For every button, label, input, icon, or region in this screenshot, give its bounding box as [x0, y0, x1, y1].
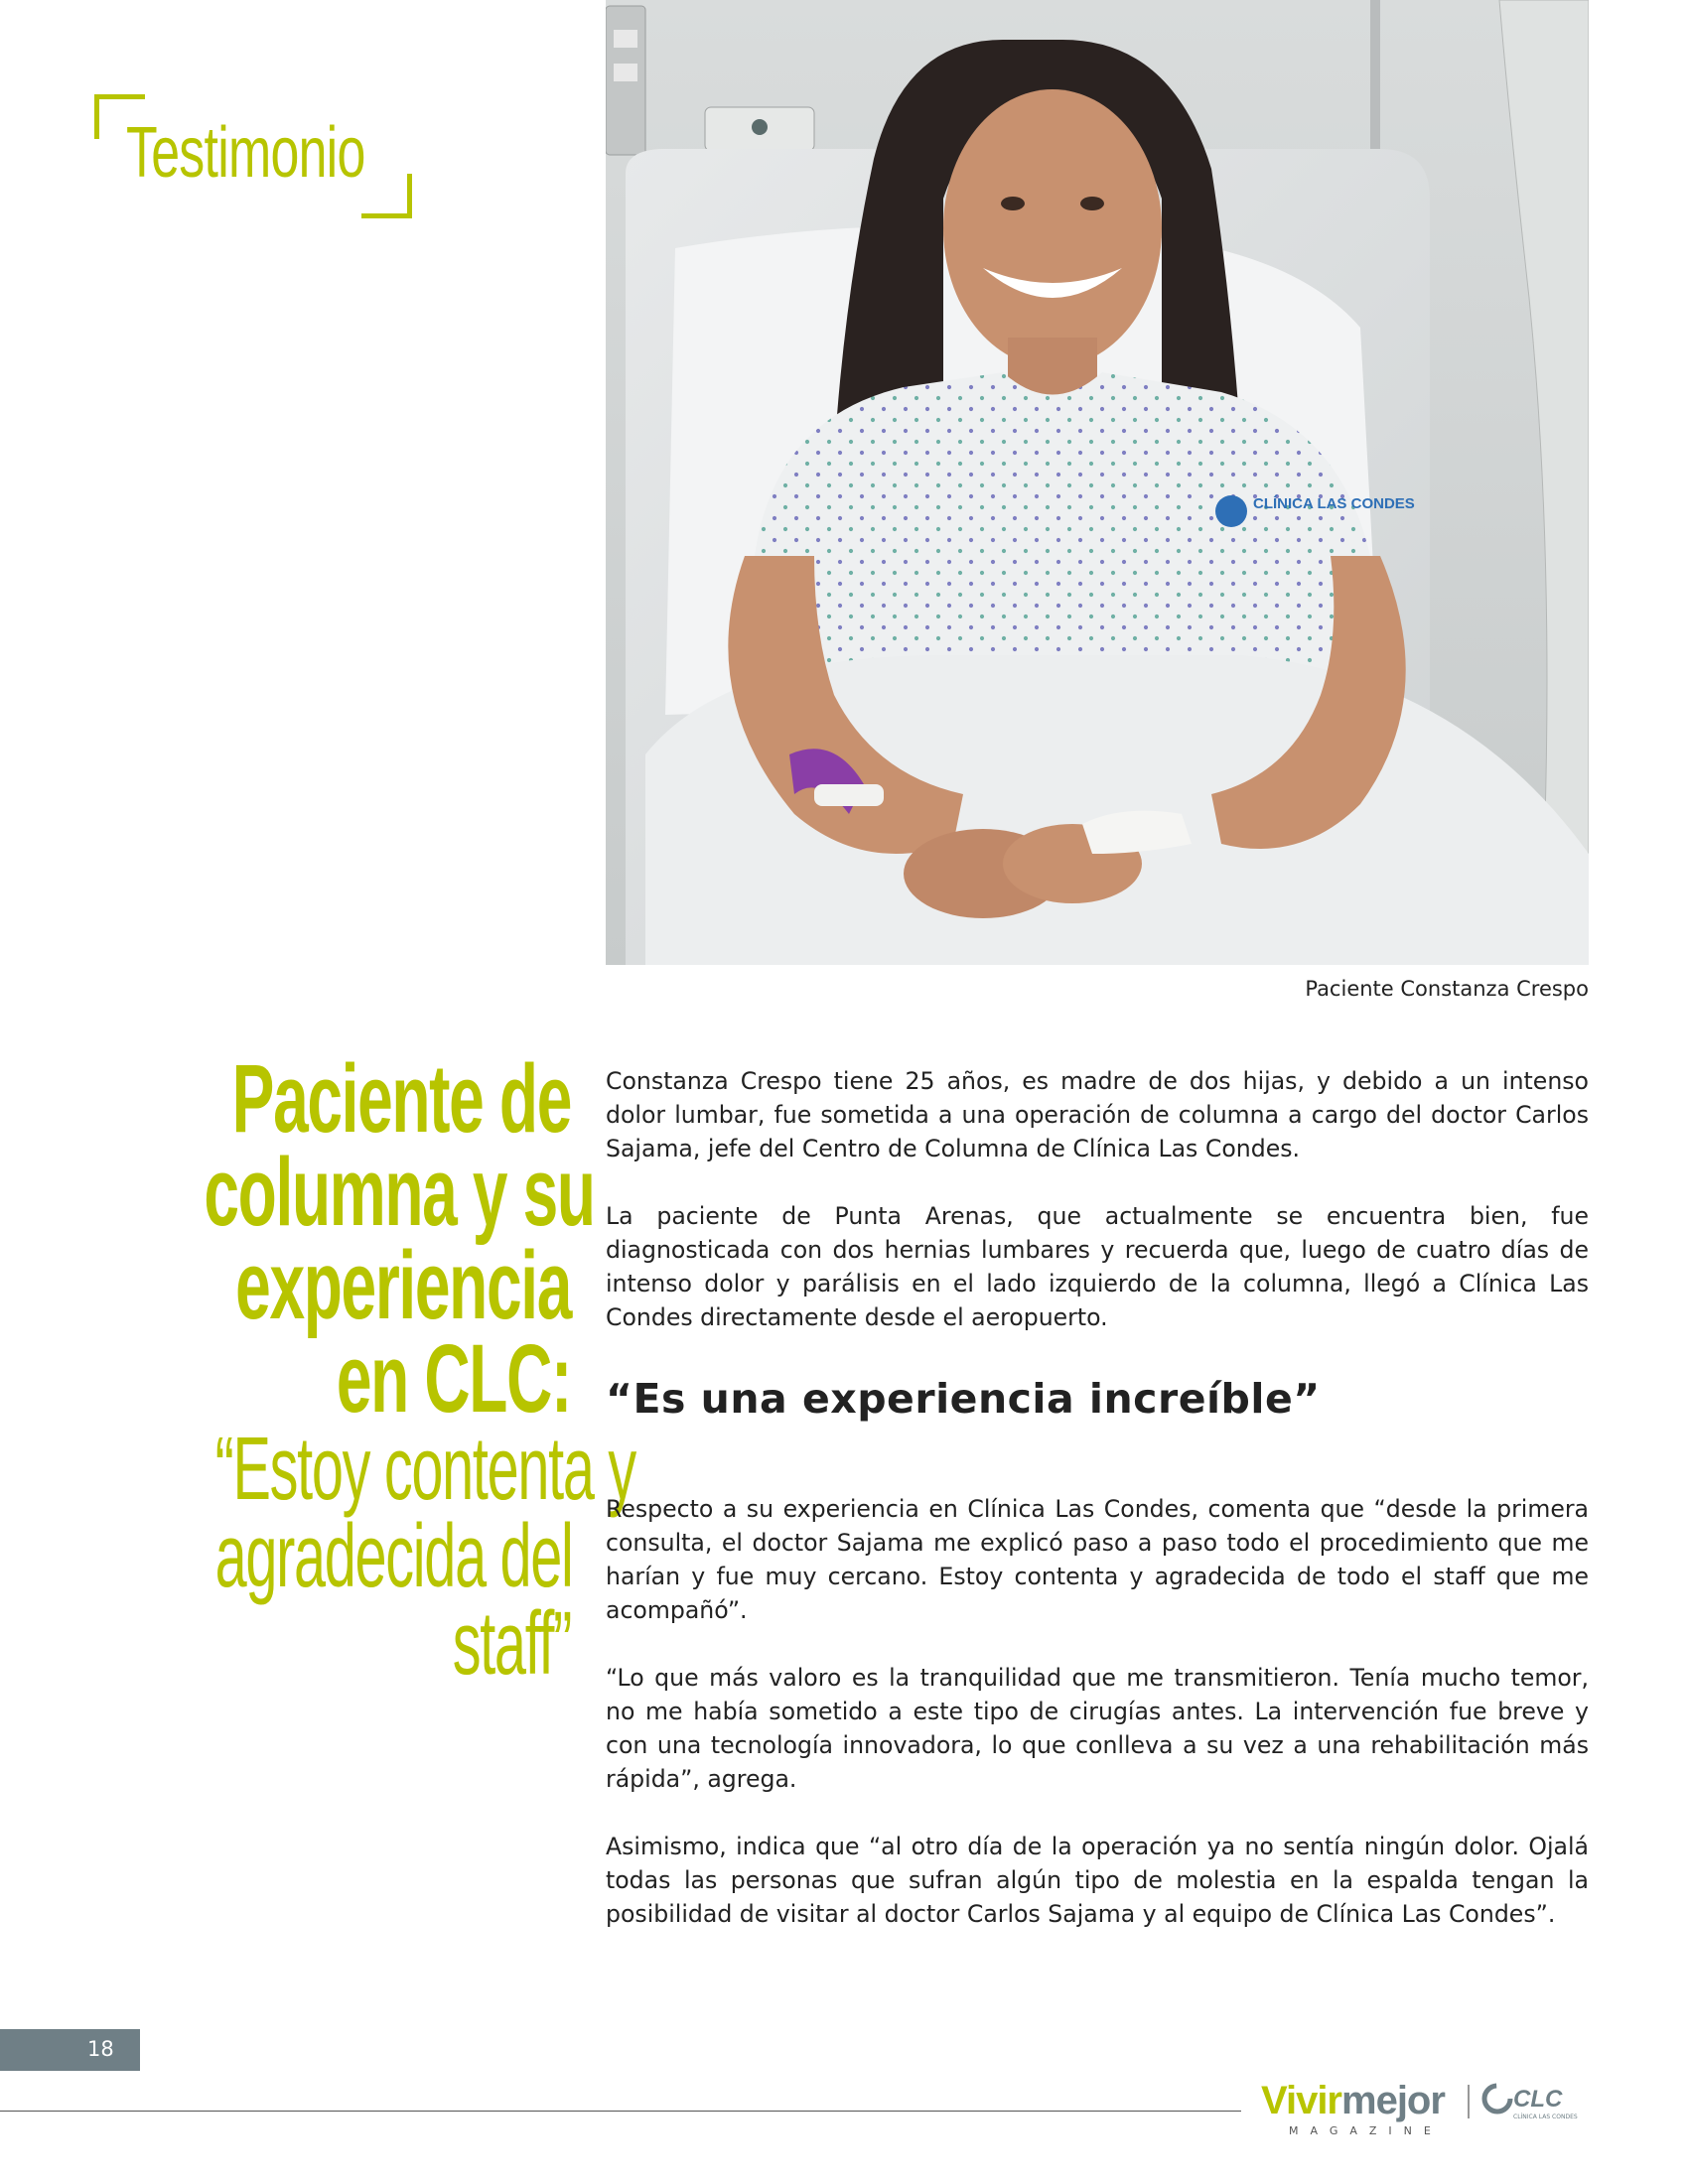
headline [15, 1044, 635, 1694]
headline-quote-line: agradecida del [214, 1507, 573, 1606]
bracket-bottom-right [361, 174, 412, 218]
headline-line: Paciente de [231, 1044, 571, 1153]
clc-logo-subtext: CLÍNICA LAS CONDES [1513, 2114, 1578, 2120]
article-body [606, 1492, 1589, 1965]
headline-line: columna y su [204, 1138, 595, 1246]
section-tag-label: Testimonio [126, 113, 365, 193]
clc-logo-text: CLC [1513, 2086, 1563, 2113]
gown-logo-text: CLÍNICA LAS CONDES [1253, 495, 1415, 512]
page-number: 18 [87, 2037, 114, 2061]
article-intro [606, 1064, 1589, 1334]
paragraph: Constanza Crespo tiene 25 años, es madre de dos hijas, y debido a un intenso dolor lumbar, fue sometida a una operación de columna a cargo del doctor Carlos Sajama, jefe del Centro de Columna de Clínica Las Condes. [606, 1067, 1589, 1162]
paragraph: Asimismo, indica que “al otro día de la operación ya no sentía ningún dolor. Ojalá todas las personas que sufran algún tipo de molestia en la espalda tengan la posibilidad de visitar al doctor Carlos Sajama y al equipo de Clínica Las Condes”. [606, 1833, 1589, 1928]
brand-separator [1468, 2085, 1470, 2118]
footer-divider [0, 2111, 1241, 2112]
section-tag [94, 94, 412, 218]
paragraph: Respecto a su experiencia en Clínica Las Condes, comenta que “desde la primera consulta, el doctor Sajama me explicó paso a paso todo el procedimiento que me harían y fue muy cercano. Estoy contenta y agradecida de todo el staff que me acompañó”. [606, 1495, 1589, 1624]
patient-photo [606, 0, 1589, 965]
clc-logo-icon [1477, 2079, 1587, 2128]
paragraph: “Lo que más valoro es la tranquilidad que me transmitieron. Tenía mucho temor, no me había sometido a este tipo de cirugías antes. La intervención fue breve y con una tecnología innovadora, lo que conlleva a su vez a una rehabilitación más rápida”, agrega. [606, 1664, 1589, 1793]
brand-title [1261, 2079, 1445, 2123]
brand-magazine: MAGAZINE [1289, 2124, 1443, 2137]
headline-line: en CLC: [336, 1324, 571, 1433]
headline-quote-line: staff” [452, 1594, 571, 1694]
brand-logo [1261, 2079, 1589, 2148]
page-number-box [0, 2029, 140, 2071]
photo-caption: Paciente Constanza Crespo [1305, 977, 1589, 1001]
paragraph: La paciente de Punta Arenas, que actualmente se encuentra bien, fue diagnosticada con dos hernias lumbares y recuerda que, luego de cuatro días de intenso dolor y parálisis en el lado izquierdo de la columna, llegó a Clínica Las Condes directamente desde el aeropuerto. [606, 1202, 1589, 1331]
article-subheading: “Es una experiencia increíble” [606, 1375, 1321, 1423]
headline-line: experiencia [235, 1231, 572, 1339]
brand-mejor: mejor [1341, 2079, 1445, 2122]
headline-quote-line: “Estoy contenta y [214, 1420, 635, 1519]
brand-vivir: Vivir [1261, 2079, 1341, 2122]
